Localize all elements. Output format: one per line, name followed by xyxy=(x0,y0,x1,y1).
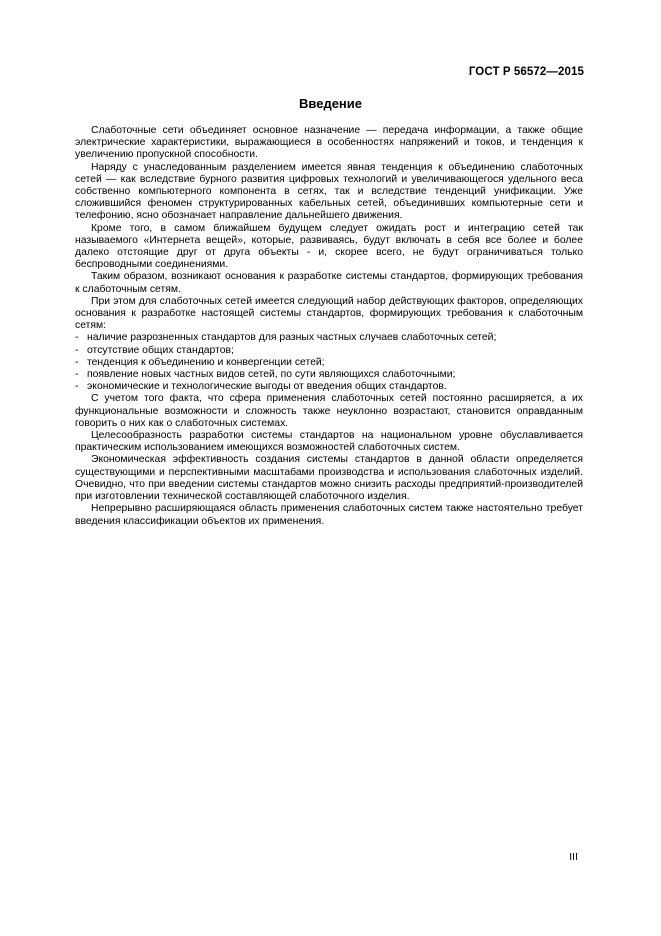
list-item-text: тенденция к объединению и конвергенции сетей; xyxy=(87,356,325,368)
factors-list xyxy=(75,332,583,393)
page-number: III xyxy=(569,851,578,863)
paragraph: Таким образом, возникают основания к разработке системы стандартов, формирующих требования к слаботочным сетям. xyxy=(75,271,583,295)
section-body xyxy=(75,125,583,528)
paragraph: При этом для слаботочных сетей имеется следующий набор действующих факторов, определяющих основания к разработке настоящей системы стандартов, формирующих требования к слаботочным сетям: xyxy=(75,295,583,332)
paragraph: С учетом того факта, что сфера применения слаботочных сетей постоянно расширяется, а их функциональные возможности и сложность также неуклонно возрастают, становится оправданным говорить о них как о слаботочных системах. xyxy=(75,393,583,429)
list-marker: - xyxy=(75,356,79,368)
list-item-text: наличие разрозненных стандартов для разных частных случаев слаботочных сетей; xyxy=(87,332,497,344)
paragraph: Слаботочные сети объединяет основное назначение — передача информации, а также общие электрические характеристики, выражающиеся в особенностях напряжений и токов, и тенденция к увеличению пропускной способности. xyxy=(75,125,583,161)
paragraph: Целесообразность разработки системы стандартов на национальном уровне обуславливается практическим использованием имеющихся возможностей слаботочных систем. xyxy=(75,430,583,454)
paragraph: Непрерывно расширяющаяся область применения слаботочных систем также настоятельно требует введения классификации объектов их применения. xyxy=(75,503,583,527)
list-item xyxy=(75,357,583,369)
paragraph: Экономическая эффективность создания системы стандартов в данной области определяется существующими и перспективными масштабами производства и использования слаботочных изделий. Очевидно, что при введении системы стандартов можно снизить расходы предприятий-производителей при изготовлении технической составляющей слаботочного изделия. xyxy=(75,454,583,503)
section-title: Введение xyxy=(299,96,362,111)
paragraph: Наряду с унаследованным разделением имеется явная тенденция к объединению слаботочных сетей — как вследствие бурного развития цифровых технологий и увеличивающегося удельного веса собственно компьютерного компонента в сетях, так и вследствие тенденций унификации. Уже сложившийся феномен структурированных кабельных сетей, объединивших компьютерные сети и телефонию, ясно обозначает направление дальнейшего движения. xyxy=(75,161,583,222)
list-item xyxy=(75,345,583,357)
list-marker: - xyxy=(75,381,79,393)
list-marker: - xyxy=(75,332,79,344)
list-marker: - xyxy=(75,344,79,356)
paragraph: Кроме того, в самом ближайшем будущем следует ожидать рост и интеграцию сетей так называемого «Интернета вещей», которые, развиваясь, будут включать в себя все более и более далеко отстоящие друг от друга объекты - и, скорее всего, не будут ограничиваться только беспроводными соединениями. xyxy=(75,222,583,271)
list-item xyxy=(75,381,583,393)
list-item-text: отсутствие общих стандартов; xyxy=(87,344,234,356)
list-item-text: появление новых частных видов сетей, по сути являющихся слаботочными; xyxy=(87,369,456,381)
document-number-header: ГОСТ Р 56572—2015 xyxy=(468,66,584,78)
list-item-text: экономические и технологические выгоды от введения общих стандартов. xyxy=(87,381,447,393)
list-item xyxy=(75,369,583,381)
list-item xyxy=(75,332,583,344)
list-marker: - xyxy=(75,369,79,381)
